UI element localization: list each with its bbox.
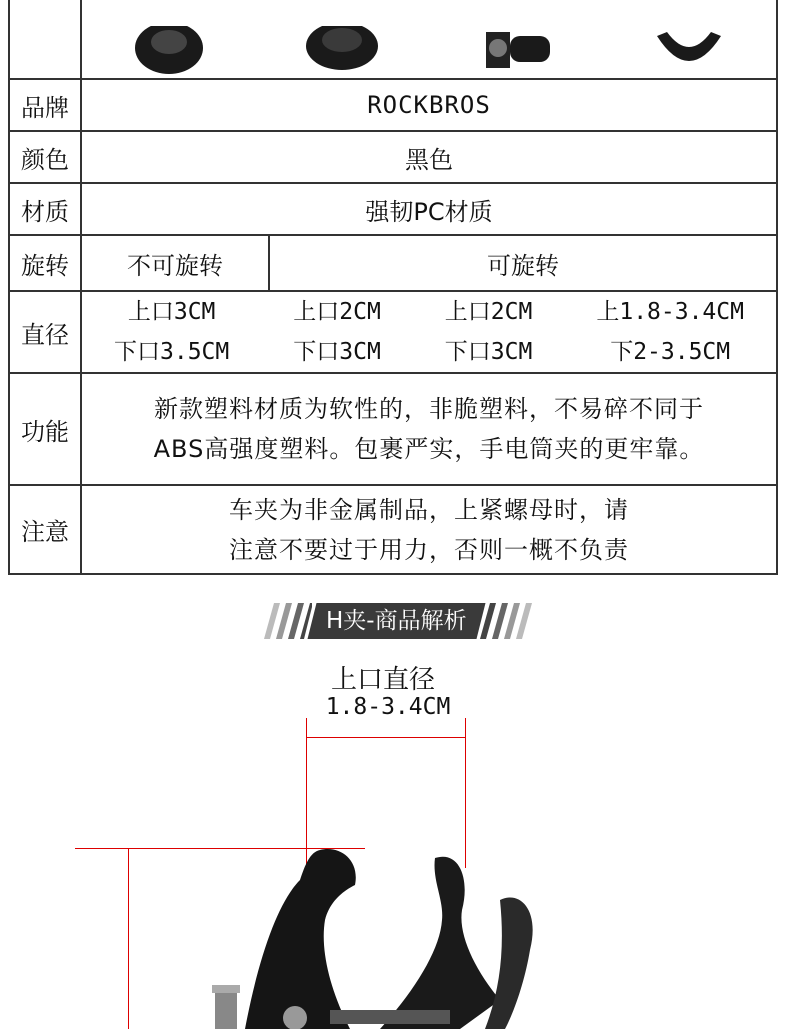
spec-value-notice [81,485,777,574]
diameter-bottom: 下口3CM [444,339,533,365]
rotation-rotatable: 可旋转 [487,251,559,280]
diameter-bottom: 下口3CM [293,339,381,365]
notice-line-1: 车夹为非金属制品，上紧螺母时，请 [229,495,629,524]
spec-label-empty [9,0,81,79]
spec-value-color: 黑色 [81,131,777,183]
diameter-top: 上口3CM [127,299,216,325]
spec-value-diameter [81,291,777,373]
diagram-value: 1.8-3.4CM [325,694,451,720]
clamp-thumbnail-4 [649,26,729,78]
spec-label-diameter: 直径 [9,291,81,373]
diameter-bottom: 下2-3.5CM [610,339,731,365]
diameter-bottom: 下口3.5CM [114,339,230,365]
stripes-left-icon [254,603,312,639]
diameter-col-1 [114,292,229,372]
section-title-text: H夹-商品解析 [325,608,467,634]
spec-label-brand: 品牌 [9,79,81,131]
section-title [307,603,485,639]
clamp-thumbnail-2 [302,26,382,78]
notice-line-2: 注意不要过于用力，否则一概不负责 [229,535,629,564]
diameter-col-4 [596,292,744,372]
diameter-top: 上口2CM [293,299,381,325]
diameter-col-2 [293,292,381,372]
spec-label-material: 材质 [9,183,81,235]
spec-value-function [81,373,777,485]
spec-label-color: 颜色 [9,131,81,183]
spec-label-rotation: 旋转 [9,235,81,291]
function-line-2: ABS高强度塑料。包裹严实，手电筒夹的更牢靠。 [153,435,705,463]
dimension-line-top [306,737,466,738]
diameter-top: 上1.8-3.4CM [596,299,744,325]
spec-value-brand: ROCKBROS [81,79,777,131]
diagram-label: 上口直径 [330,665,435,695]
function-line-1: 新款塑料材质为软性的，非脆塑料，不易碎不同于 [154,395,704,423]
spec-label-function: 功能 [9,373,81,485]
product-thumbnails [81,0,777,79]
section-header [240,602,552,640]
clamp-thumbnail-1 [129,26,209,78]
height-line-vertical [128,848,129,1029]
rotation-fixed: 不可旋转 [82,236,269,290]
h-clamp-product-image [200,840,570,1029]
spec-value-material: 强韧PC材质 [81,183,777,235]
stripes-right-icon [480,603,538,639]
clamp-thumbnail-3 [476,26,556,78]
diameter-top: 上口2CM [444,299,533,325]
spec-label-notice: 注意 [9,485,81,574]
spec-table [8,0,778,575]
diameter-col-3 [445,292,533,372]
spec-value-rotation [81,235,777,291]
